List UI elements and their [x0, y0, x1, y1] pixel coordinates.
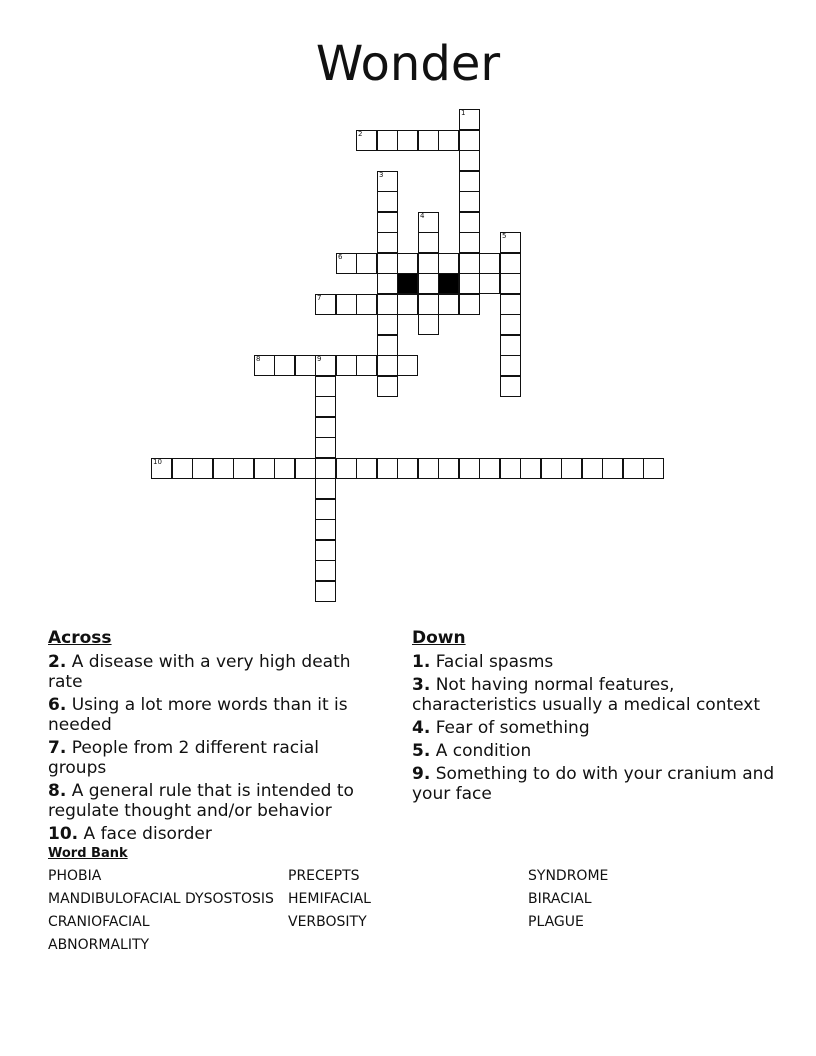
- crossword-cell[interactable]: [315, 396, 336, 417]
- across-clue: 6. Using a lot more words than it is needed: [48, 695, 348, 735]
- crossword-cell[interactable]: [315, 519, 336, 540]
- crossword-cell[interactable]: [336, 355, 357, 376]
- crossword-cell[interactable]: [459, 150, 480, 171]
- crossword-cell[interactable]: [377, 191, 398, 212]
- crossword-cell[interactable]: [479, 253, 500, 274]
- word-bank-item: CRANIOFACIAL: [48, 914, 150, 930]
- crossword-cell[interactable]: [541, 458, 562, 479]
- crossword-cell[interactable]: [377, 273, 398, 294]
- crossword-cell[interactable]: [377, 355, 398, 376]
- crossword-cell[interactable]: [459, 109, 480, 130]
- crossword-cell[interactable]: [438, 294, 459, 315]
- down-clue: 3. Not having normal features, characteristics usually a medical context: [412, 675, 761, 715]
- page-title: Wonder: [315, 36, 501, 92]
- crossword-cell[interactable]: [643, 458, 664, 479]
- clue-number: 2: [358, 130, 363, 138]
- crossword-cell[interactable]: [377, 232, 398, 253]
- crossword-cell[interactable]: [418, 232, 439, 253]
- crossword-cell[interactable]: [500, 253, 521, 274]
- clue-number: 4: [420, 212, 425, 220]
- crossword-cell[interactable]: [561, 458, 582, 479]
- across-heading: Across: [48, 628, 112, 648]
- crossword-cell[interactable]: [459, 458, 480, 479]
- clue-number: 5: [502, 232, 507, 240]
- crossword-cell[interactable]: [356, 355, 377, 376]
- crossword-cell[interactable]: [315, 581, 336, 602]
- crossword-cell[interactable]: [397, 458, 418, 479]
- crossword-cell[interactable]: [356, 458, 377, 479]
- crossword-cell[interactable]: [274, 458, 295, 479]
- crossword-cell[interactable]: [356, 130, 377, 151]
- crossword-cell[interactable]: [377, 253, 398, 274]
- crossword-cell[interactable]: [418, 253, 439, 274]
- across-clue: 7. People from 2 different racial groups: [48, 738, 319, 778]
- across-clues: [48, 628, 378, 847]
- crossword-block: [397, 273, 418, 294]
- clue-number: 10: [153, 458, 162, 466]
- clue-number: 7: [317, 294, 322, 302]
- word-bank-item: PRECEPTS: [288, 868, 360, 884]
- crossword-cell[interactable]: [418, 458, 439, 479]
- crossword-cell[interactable]: [336, 458, 357, 479]
- clue-number: 6: [338, 253, 343, 261]
- clue-number: 1: [461, 109, 466, 117]
- word-bank-heading: Word Bank: [48, 846, 128, 861]
- crossword-cell[interactable]: [254, 458, 275, 479]
- across-clue: 10. A face disorder: [48, 824, 212, 844]
- across-clue: 2. A disease with a very high death rate: [48, 652, 351, 692]
- crossword-cell[interactable]: [315, 458, 336, 479]
- crossword-cell[interactable]: [274, 355, 295, 376]
- crossword-cell[interactable]: [377, 458, 398, 479]
- crossword-cell[interactable]: [336, 253, 357, 274]
- crossword-cell[interactable]: [315, 478, 336, 499]
- crossword-block: [438, 273, 459, 294]
- crossword-cell[interactable]: [520, 458, 541, 479]
- crossword-cell[interactable]: [315, 417, 336, 438]
- crossword-cell[interactable]: [233, 458, 254, 479]
- crossword-cell[interactable]: [377, 130, 398, 151]
- crossword-cell[interactable]: [315, 376, 336, 397]
- crossword-cell[interactable]: [500, 314, 521, 335]
- down-clues: [412, 628, 782, 807]
- crossword-cell[interactable]: [459, 232, 480, 253]
- crossword-cell[interactable]: [377, 314, 398, 335]
- crossword-cell[interactable]: [315, 437, 336, 458]
- crossword-cell[interactable]: [315, 294, 336, 315]
- crossword-cell[interactable]: [397, 355, 418, 376]
- crossword-cell[interactable]: [500, 232, 521, 253]
- crossword-cell[interactable]: [582, 458, 603, 479]
- crossword-cell[interactable]: [172, 458, 193, 479]
- crossword-cell[interactable]: [356, 253, 377, 274]
- word-bank-item: ABNORMALITY: [48, 937, 150, 953]
- word-bank-item: HEMIFACIAL: [288, 891, 371, 907]
- crossword-cell[interactable]: [377, 335, 398, 356]
- crossword-cell[interactable]: [459, 253, 480, 274]
- crossword-cell[interactable]: [151, 458, 172, 479]
- crossword-cell[interactable]: [295, 355, 316, 376]
- crossword-cell[interactable]: [397, 130, 418, 151]
- crossword-cell[interactable]: [418, 273, 439, 294]
- down-clue: 9. Something to do with your cranium and your face: [412, 764, 775, 804]
- word-bank-item: SYNDROME: [528, 868, 609, 884]
- down-clue: 1. Facial spasms: [412, 652, 554, 672]
- crossword-cell[interactable]: [213, 458, 234, 479]
- crossword-cell[interactable]: [479, 273, 500, 294]
- crossword-cell[interactable]: [602, 458, 623, 479]
- crossword-cell[interactable]: [500, 376, 521, 397]
- crossword-cell[interactable]: [459, 130, 480, 151]
- crossword-cell[interactable]: [377, 376, 398, 397]
- word-bank-item: VERBOSITY: [288, 914, 367, 930]
- crossword-cell[interactable]: [500, 335, 521, 356]
- clue-number: 8: [256, 355, 261, 363]
- crossword-cell[interactable]: [500, 273, 521, 294]
- down-clue: 4. Fear of something: [412, 718, 590, 738]
- crossword-cell[interactable]: [500, 294, 521, 315]
- crossword-cell[interactable]: [397, 294, 418, 315]
- word-bank-item: BIRACIAL: [528, 891, 592, 907]
- crossword-cell[interactable]: [356, 294, 377, 315]
- clue-number: 9: [317, 355, 322, 363]
- crossword-cell[interactable]: [438, 458, 459, 479]
- crossword-cell[interactable]: [315, 560, 336, 581]
- crossword-cell[interactable]: [459, 212, 480, 233]
- crossword-cell[interactable]: [459, 273, 480, 294]
- crossword-cell[interactable]: [500, 458, 521, 479]
- crossword-cell[interactable]: [377, 171, 398, 192]
- crossword-cell[interactable]: [418, 130, 439, 151]
- crossword-cell[interactable]: [438, 253, 459, 274]
- down-clue: 5. A condition: [412, 741, 532, 761]
- word-bank-item: PHOBIA: [48, 868, 102, 884]
- crossword-cell[interactable]: [459, 294, 480, 315]
- crossword-cell[interactable]: [479, 458, 500, 479]
- clue-number: 3: [379, 171, 384, 179]
- crossword-cell[interactable]: [418, 294, 439, 315]
- crossword-cell[interactable]: [500, 355, 521, 376]
- crossword-cell[interactable]: [397, 253, 418, 274]
- word-bank-item: MANDIBULOFACIAL DYSOSTOSIS: [48, 891, 274, 907]
- crossword-cell[interactable]: [315, 540, 336, 561]
- down-heading: Down: [412, 628, 466, 648]
- crossword-cell[interactable]: [315, 499, 336, 520]
- crossword-cell[interactable]: [315, 355, 336, 376]
- crossword-cell[interactable]: [459, 171, 480, 192]
- crossword-cell[interactable]: [418, 212, 439, 233]
- crossword-cell[interactable]: [336, 294, 357, 315]
- crossword-cell[interactable]: [295, 458, 316, 479]
- crossword-cell[interactable]: [192, 458, 213, 479]
- crossword-cell[interactable]: [459, 191, 480, 212]
- crossword-cell[interactable]: [623, 458, 644, 479]
- across-clue: 8. A general rule that is intended to regulate thought and/or behavior: [48, 781, 354, 821]
- crossword-cell[interactable]: [377, 212, 398, 233]
- word-bank-item: PLAGUE: [528, 914, 584, 930]
- crossword-cell[interactable]: [418, 314, 439, 335]
- crossword-cell[interactable]: [377, 294, 398, 315]
- crossword-cell[interactable]: [254, 355, 275, 376]
- crossword-cell[interactable]: [438, 130, 459, 151]
